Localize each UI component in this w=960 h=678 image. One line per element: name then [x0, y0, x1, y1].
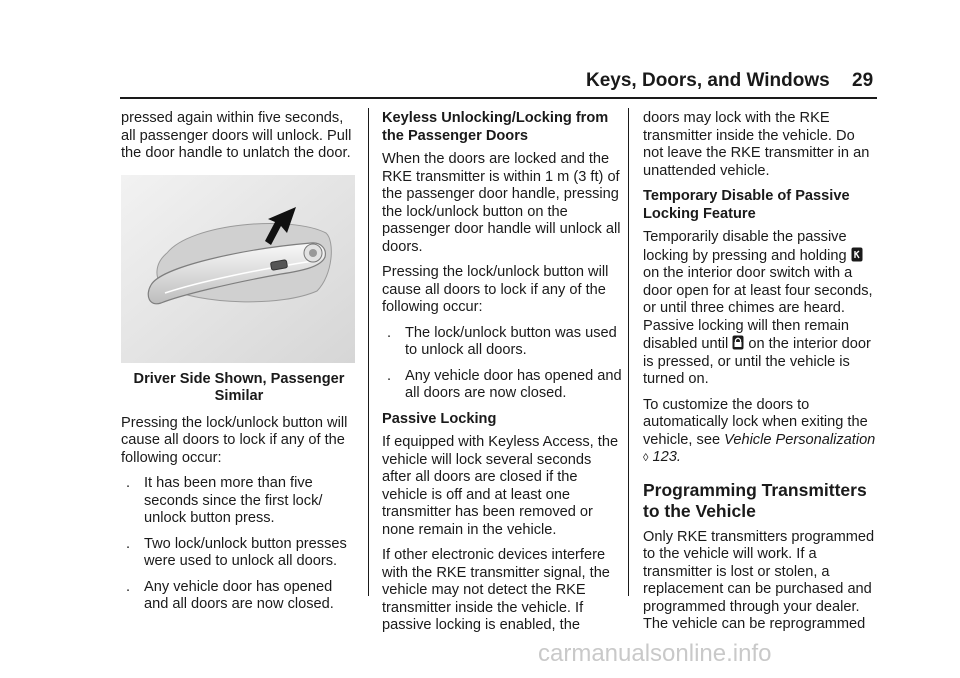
col3-heading-temporary-disable: Temporary Disable of Passive Locking Feature	[643, 188, 850, 222]
col1-bullet: . It has been more than five seconds since the first lock/ unlock button press.	[126, 475, 323, 526]
unlock-icon	[851, 247, 863, 262]
col2-heading-keyless: Keyless Unlocking/Locking from the Passenger Doors	[382, 110, 609, 144]
door-handle-illustration	[121, 175, 355, 363]
col2-paragraph-1: When the doors are locked and the RKE transmitter is within 1 m (3 ft) of the passenger door handle, pressing the lock/unlock button on the passenger door handle will unlock all doors.	[382, 151, 621, 255]
vehicle-personalization-link[interactable]: Vehicle Personalization	[724, 431, 876, 448]
column-divider	[628, 108, 629, 596]
col2-bullet: . The lock/unlock button was used to unlock all doors.	[387, 324, 617, 358]
column-1	[121, 110, 357, 622]
col1-paragraph-2: Pressing the lock/unlock button will cause all doors to lock if any of the following occur:	[121, 414, 348, 466]
watermark: carmanualsonline.info	[538, 640, 772, 667]
col2-paragraph-2: Pressing the lock/unlock button will cause all doors to lock if any of the following occur:	[382, 264, 609, 315]
col3-heading-programming: Programming Transmitters to the Vehicle	[643, 479, 867, 521]
column-divider	[368, 108, 369, 596]
figure-caption: Driver Side Shown, Passenger Similar	[133, 370, 345, 404]
col2-paragraph-4: If other electronic devices interfere with the RKE transmitter signal, the vehicle may not detect the RKE transmitter inside the vehicle. If passive locking is enabled, the	[382, 547, 610, 633]
page-number: 29	[852, 70, 874, 91]
column-2	[382, 110, 622, 643]
col1-bullet: . Two lock/unlock button presses were used to unlock all doors.	[126, 535, 347, 569]
page-ref-number[interactable]: 123.	[652, 449, 681, 465]
col1-intro: pressed again within five seconds, all passenger doors will unlock. Pull the door handle to unlatch the door.	[121, 110, 352, 161]
col1-bullet: . Any vehicle door has opened and all doors are now closed.	[126, 578, 334, 612]
col3-paragraph-4: Only RKE transmitters programmed to the vehicle will work. If a transmitter is lost or stolen, a replacement can be purchased and programmed through your dealer. The vehicle can be reprogrammed	[643, 528, 875, 632]
header-title: Keys, Doors, and Windows	[586, 70, 830, 91]
header-rule	[120, 97, 877, 99]
col3-paragraph-1: doors may lock with the RKE transmitter inside the vehicle. Do not leave the RKE transmitter in an unattended vehicle.	[643, 110, 870, 179]
col2-heading-passive: Passive Locking	[382, 410, 497, 427]
door-handle-figure	[121, 175, 355, 363]
page-ref-icon: ◊	[643, 452, 649, 464]
col2-paragraph-3: If equipped with Keyless Access, the vehicle will lock several seconds after all doors are closed if the vehicle is off and at least one transmitter has been removed or none remain in the vehicle.	[382, 434, 619, 538]
col3-paragraph-3: To customize the doors to automatically lock when exiting the vehicle, see Vehicle Personalization ◊ 123.	[643, 396, 876, 465]
column-3	[643, 110, 879, 642]
col3-paragraph-2: Temporarily disable the passive locking by pressing and holding on the interior door switch with a door open for at least four seconds, or until three chimes are heard. Passive locking will then remain disabled until on the interior door is pressed, or until the vehicle is turned on.	[643, 229, 873, 387]
lock-icon	[732, 335, 744, 350]
col2-bullet: . Any vehicle door has opened and all doors are now closed.	[387, 367, 622, 401]
